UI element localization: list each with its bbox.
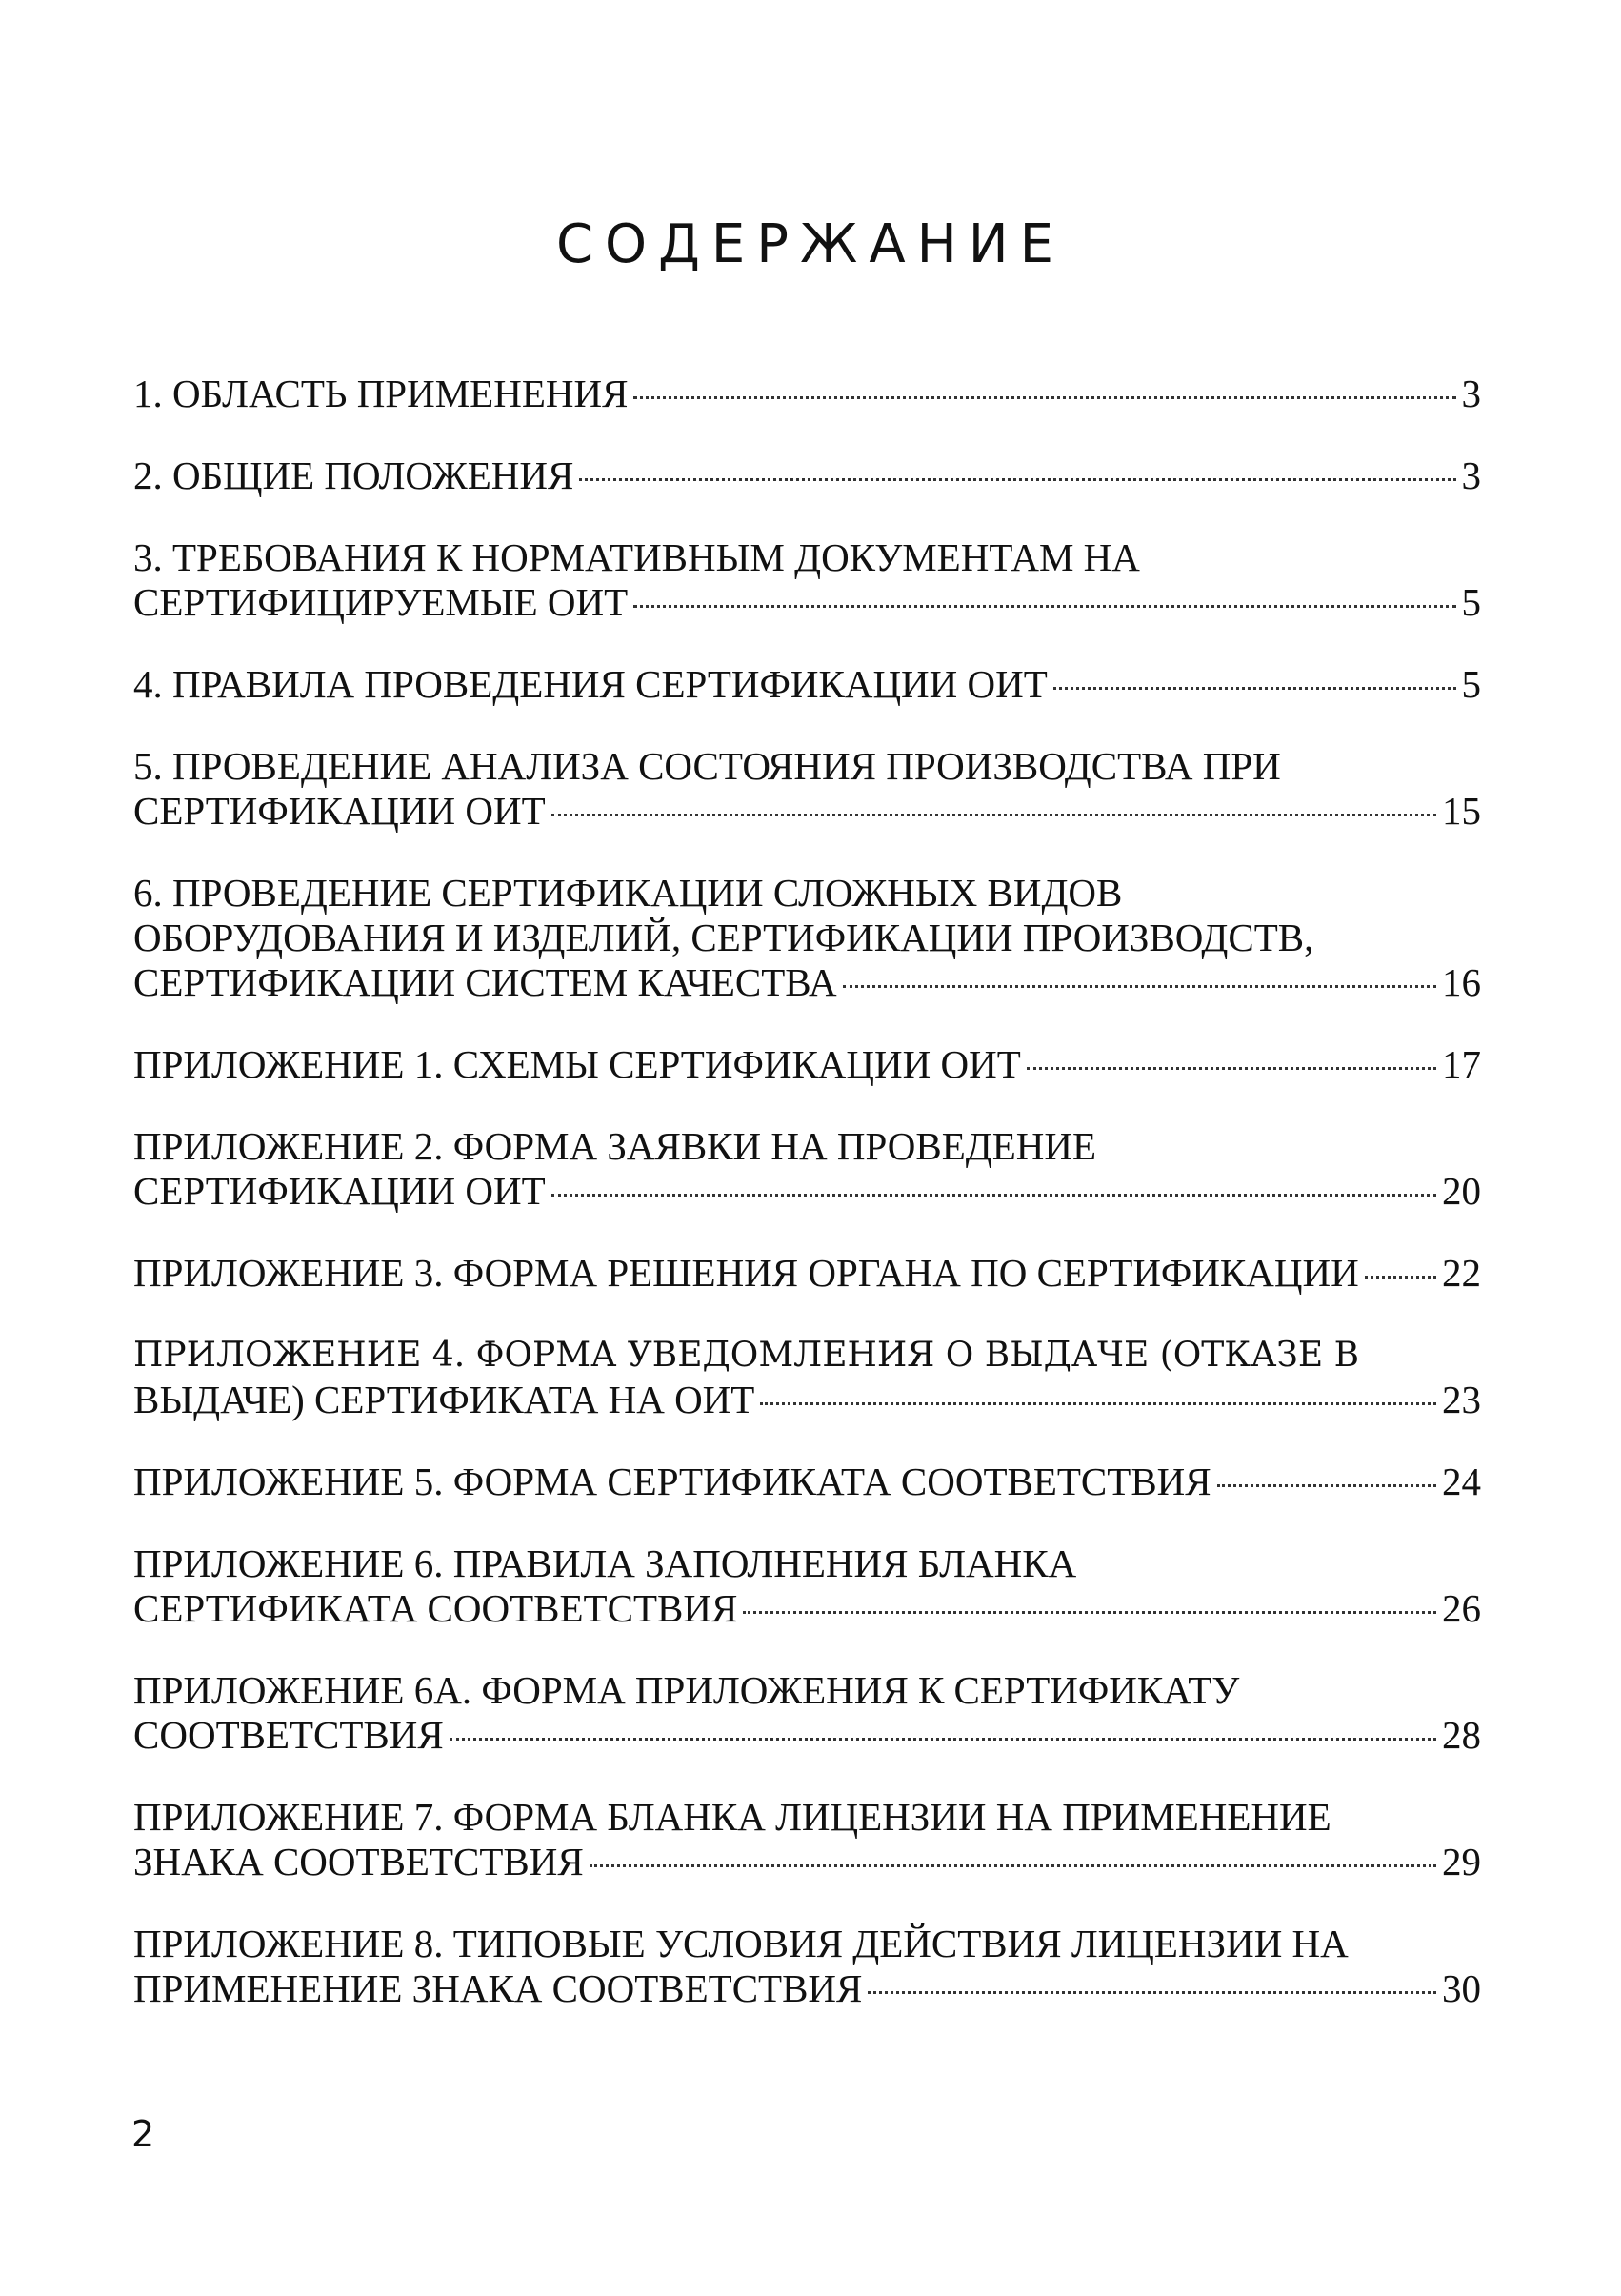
toc-entry-5[interactable] (133, 744, 1481, 834)
toc-entry-2[interactable] (133, 453, 1481, 498)
toc-entry-line (133, 1966, 1481, 2011)
leader-dots (579, 478, 1455, 481)
toc-entry-title-line: 6. ПРОВЕДЕНИЕ СЕРТИФИКАЦИИ СЛОЖНЫХ ВИДОВ (133, 871, 1123, 915)
toc-entry-appendix-6a[interactable] (133, 1668, 1481, 1758)
toc-entry-appendix-5[interactable] (133, 1460, 1481, 1504)
toc-page-number: 17 (1442, 1042, 1481, 1086)
toc-entry-line (133, 453, 1481, 498)
toc-page-number: 24 (1442, 1460, 1481, 1503)
toc-entry-title-line: ПРИЛОЖЕНИЕ 4. ФОРМА УВЕДОМЛЕНИЯ О ВЫДАЧЕ (ОТКАЗЕ В (133, 1336, 1360, 1375)
toc-entry-line (133, 1840, 1481, 1884)
toc-entry-line (133, 1378, 1481, 1422)
toc-page-number: 16 (1442, 960, 1481, 1004)
toc-entry-line (133, 1460, 1481, 1504)
toc-entry-title: СЕРТИФИЦИРУЕМЫЕ ОИТ (133, 580, 629, 624)
leader-dots (843, 985, 1436, 988)
toc-entry-line (133, 1713, 1481, 1758)
toc-entry-appendix-8[interactable] (133, 1922, 1481, 2011)
leader-dots (1365, 1276, 1436, 1279)
toc-entry-title: СЕРТИФИКАЦИИ ОИТ (133, 789, 546, 833)
page-title: СОДЕРЖАНИЕ (555, 213, 1066, 275)
leader-dots (633, 396, 1455, 399)
toc-entry-title-line: ПРИЛОЖЕНИЕ 6А. ФОРМА ПРИЛОЖЕНИЯ К СЕРТИФИКАТУ (133, 1668, 1240, 1712)
toc-entry-title-line: ПРИЛОЖЕНИЕ 7. ФОРМА БЛАНКА ЛИЦЕНЗИИ НА ПРИМЕНЕНИЕ (133, 1795, 1331, 1839)
leader-dots (1027, 1067, 1436, 1070)
toc-page-number: 23 (1442, 1378, 1481, 1421)
leader-dots (450, 1738, 1436, 1741)
toc-page-number: 29 (1442, 1840, 1481, 1883)
toc-entry-line (133, 1169, 1481, 1214)
toc-entry-title: СЕРТИФИКАЦИИ ОИТ (133, 1169, 546, 1213)
toc-entry-3[interactable] (133, 535, 1481, 625)
table-of-contents (133, 372, 1481, 2048)
toc-page-number: 22 (1442, 1251, 1481, 1295)
toc-entry-appendix-3[interactable] (133, 1251, 1481, 1296)
toc-entry-line (133, 580, 1481, 625)
leader-dots (590, 1864, 1436, 1867)
toc-entry-title: 4. ПРАВИЛА ПРОВЕДЕНИЯ СЕРТИФИКАЦИИ ОИТ (133, 662, 1048, 706)
toc-entry-title: СООТВЕТСТВИЯ (133, 1713, 444, 1757)
toc-page-number: 3 (1461, 372, 1481, 415)
toc-entry-title: ЗНАКА СООТВЕТСТВИЯ (133, 1840, 584, 1883)
toc-entry-title: 2. ОБЩИЕ ПОЛОЖЕНИЯ (133, 453, 574, 497)
toc-entry-line (133, 1251, 1481, 1296)
toc-entry-title: ПРИЛОЖЕНИЕ 3. ФОРМА РЕШЕНИЯ ОРГАНА ПО СЕРТИФИКАЦИИ (133, 1251, 1359, 1295)
toc-page-number: 26 (1442, 1586, 1481, 1630)
leader-dots (743, 1611, 1436, 1614)
toc-entry-appendix-6[interactable] (133, 1541, 1481, 1631)
toc-page-number: 20 (1442, 1169, 1481, 1213)
toc-entry-appendix-1[interactable] (133, 1042, 1481, 1087)
leader-dots (551, 814, 1436, 816)
toc-entry-title: СЕРТИФИКАТА СООТВЕТСТВИЯ (133, 1586, 738, 1630)
toc-entry-title: СЕРТИФИКАЦИИ СИСТЕМ КАЧЕСТВА (133, 960, 837, 1004)
toc-entry-title-line: ОБОРУДОВАНИЯ И ИЗДЕЛИЙ, СЕРТИФИКАЦИИ ПРОИЗВОДСТВ, (133, 916, 1314, 959)
toc-entry-appendix-7[interactable] (133, 1795, 1481, 1884)
toc-entry-title: ПРИЛОЖЕНИЕ 5. ФОРМА СЕРТИФИКАТА СООТВЕТСТВИЯ (133, 1460, 1211, 1503)
toc-page-number: 5 (1461, 662, 1481, 706)
toc-entry-title: ПРИЛОЖЕНИЕ 1. СХЕМЫ СЕРТИФИКАЦИИ ОИТ (133, 1042, 1021, 1086)
leader-dots (551, 1194, 1436, 1197)
toc-entry-title-line: 5. ПРОВЕДЕНИЕ АНАЛИЗА СОСТОЯНИЯ ПРОИЗВОДСТВА ПРИ (133, 744, 1281, 788)
toc-entry-4[interactable] (133, 662, 1481, 707)
toc-page-number: 5 (1461, 580, 1481, 624)
leader-dots (1053, 687, 1456, 690)
toc-entry-6[interactable] (133, 871, 1481, 1005)
toc-page-number: 30 (1442, 1966, 1481, 2010)
toc-entry-line (133, 1042, 1481, 1087)
toc-entry-line (133, 662, 1481, 707)
toc-page-number: 3 (1461, 453, 1481, 497)
toc-entry-1[interactable] (133, 372, 1481, 416)
leader-dots (868, 1991, 1436, 1994)
leader-dots (633, 605, 1455, 608)
toc-entry-line (133, 1586, 1481, 1631)
toc-entry-line (133, 372, 1481, 416)
toc-entry-line (133, 960, 1481, 1005)
toc-entry-title-line: 3. ТРЕБОВАНИЯ К НОРМАТИВНЫМ ДОКУМЕНТАМ НА (133, 535, 1140, 579)
leader-dots (760, 1402, 1436, 1405)
page-number: 2 (131, 2113, 155, 2155)
toc-entry-title-line: ПРИЛОЖЕНИЕ 2. ФОРМА ЗАЯВКИ НА ПРОВЕДЕНИЕ (133, 1124, 1097, 1168)
leader-dots (1217, 1484, 1436, 1487)
toc-entry-appendix-4[interactable] (133, 1333, 1481, 1422)
toc-entry-title-line: ПРИЛОЖЕНИЕ 8. ТИПОВЫЕ УСЛОВИЯ ДЕЙСТВИЯ ЛИЦЕНЗИИ НА (133, 1922, 1349, 1965)
toc-entry-title-line: ПРИЛОЖЕНИЕ 6. ПРАВИЛА ЗАПОЛНЕНИЯ БЛАНКА (133, 1541, 1077, 1585)
toc-entry-title: ВЫДАЧЕ) СЕРТИФИКАТА НА ОИТ (133, 1378, 755, 1421)
toc-entry-line (133, 789, 1481, 834)
toc-page-number: 28 (1442, 1713, 1481, 1757)
toc-entry-title: ПРИМЕНЕНИЕ ЗНАКА СООТВЕТСТВИЯ (133, 1966, 863, 2010)
toc-page-number: 15 (1442, 789, 1481, 833)
toc-entry-appendix-2[interactable] (133, 1124, 1481, 1214)
toc-entry-title: 1. ОБЛАСТЬ ПРИМЕНЕНИЯ (133, 372, 629, 415)
